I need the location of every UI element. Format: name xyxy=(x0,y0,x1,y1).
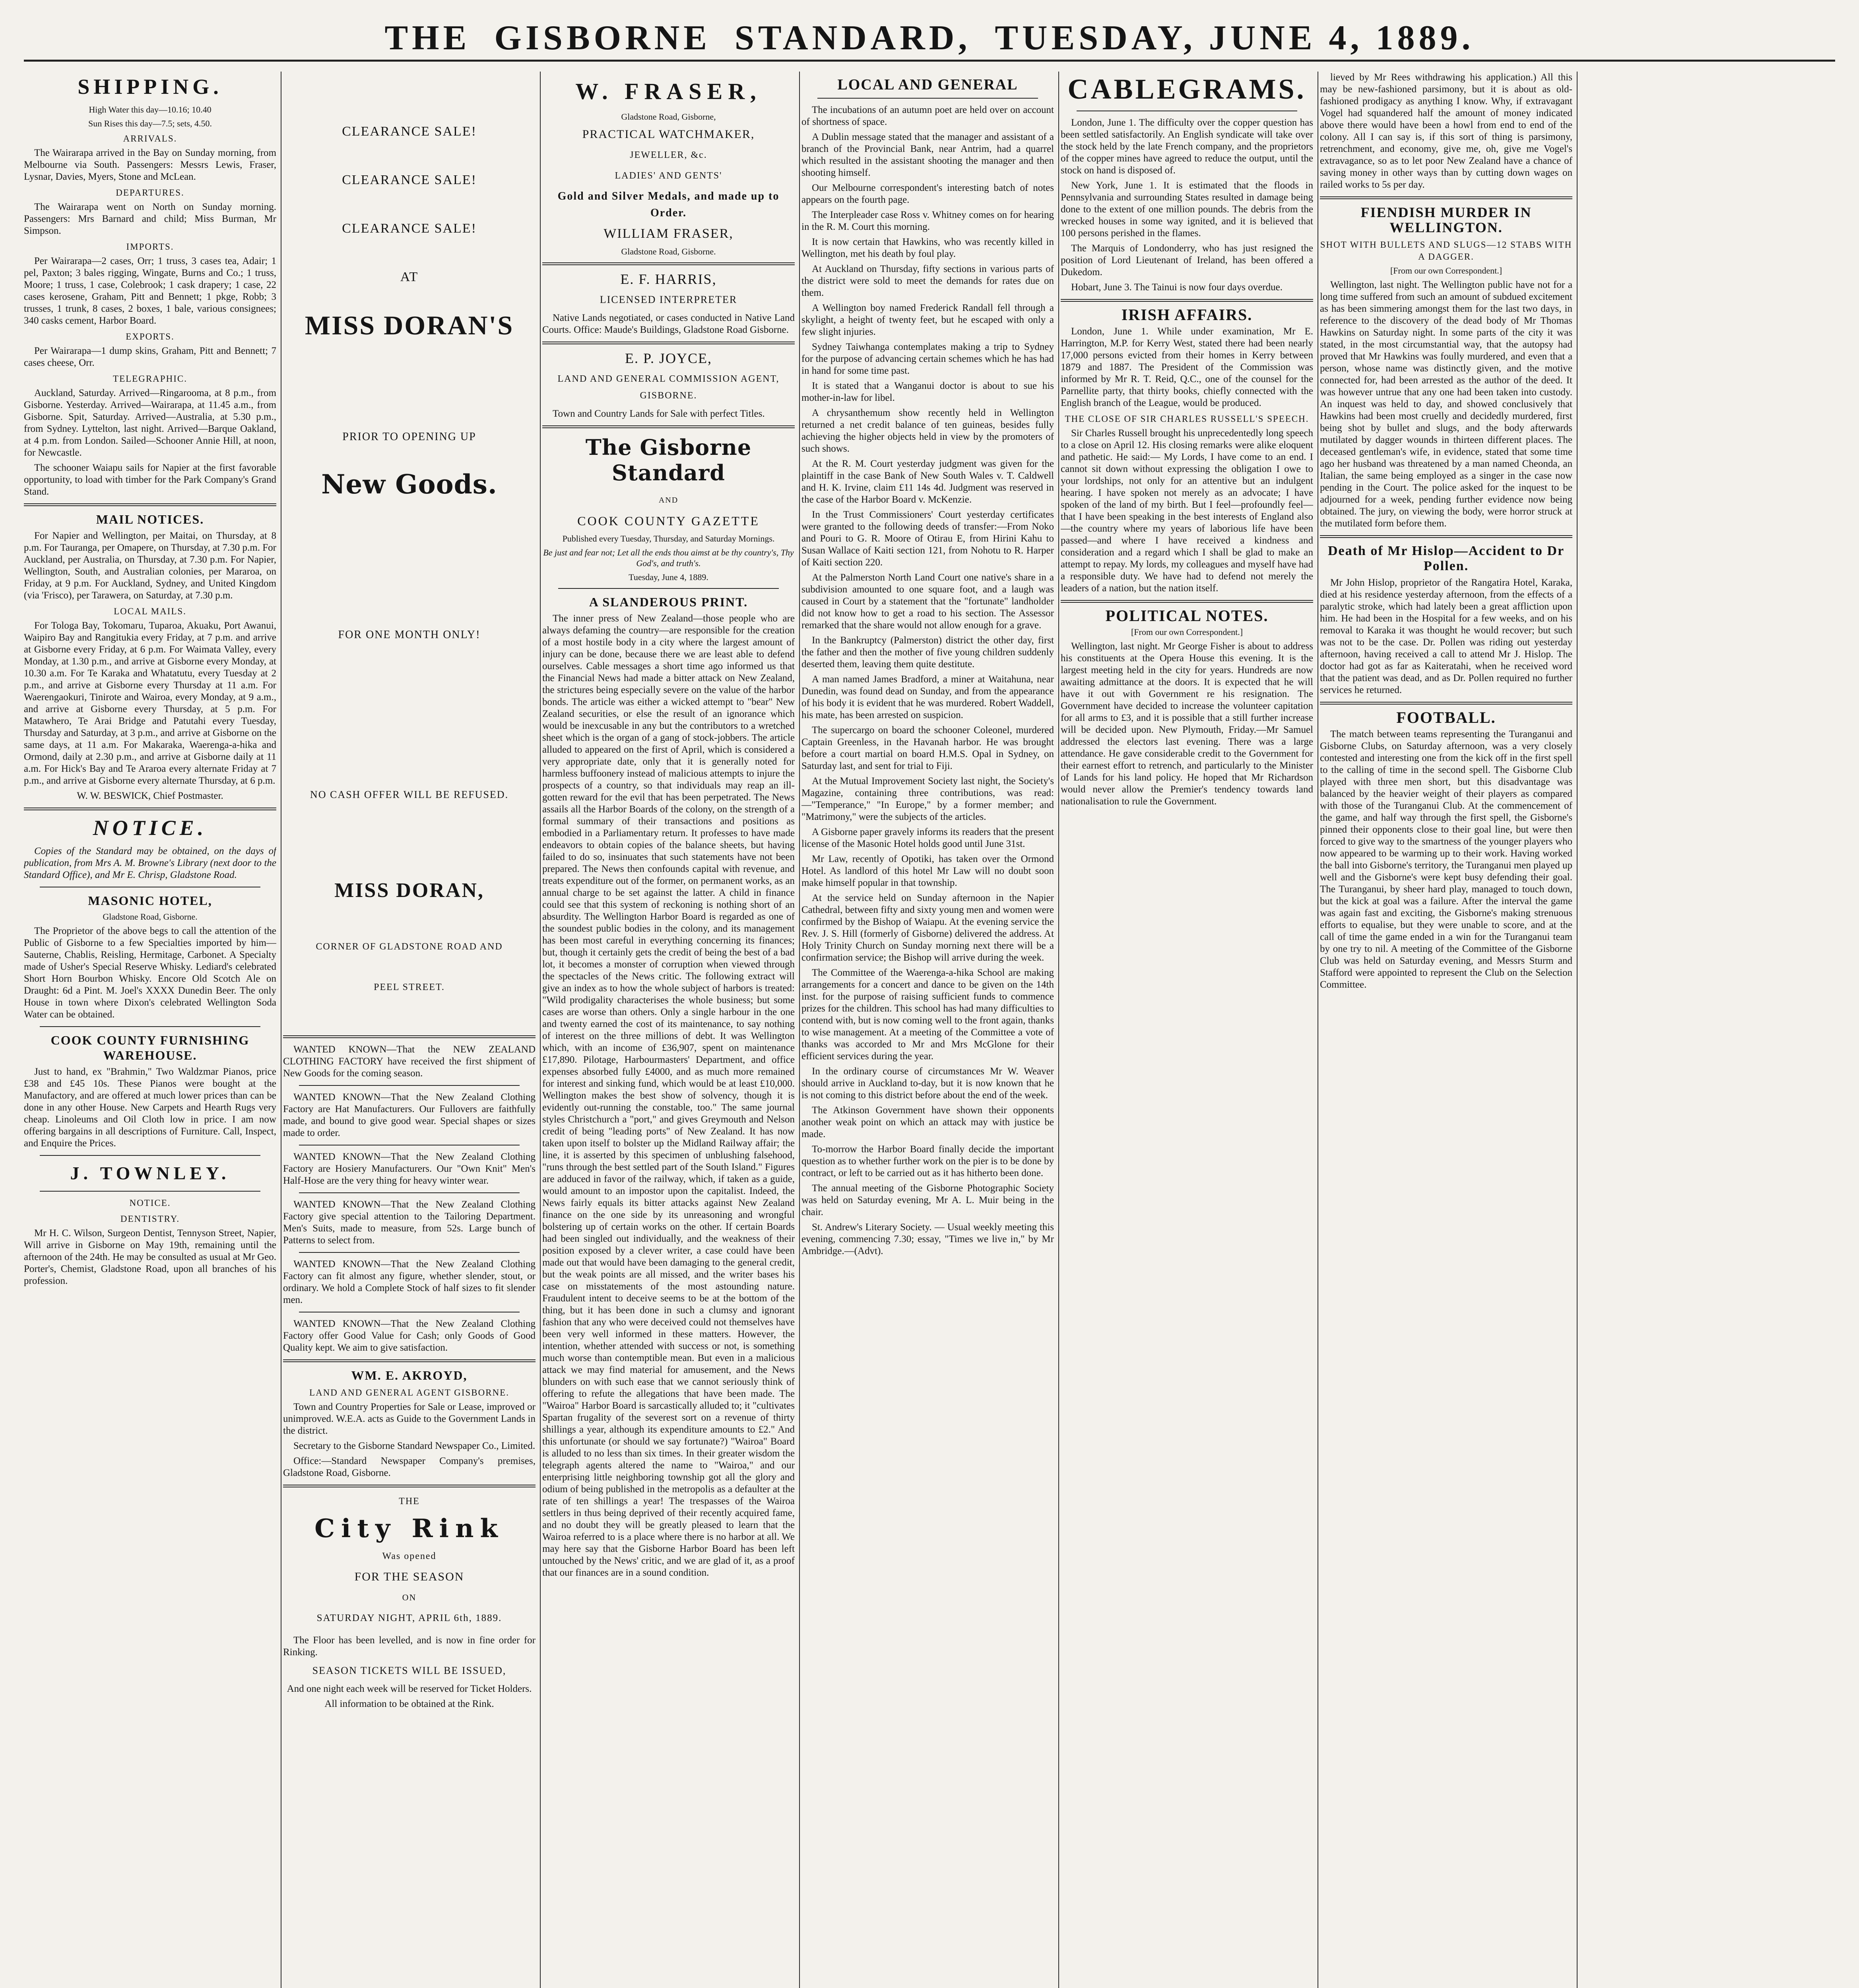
local-item: The annual meeting of the Gisborne Photographic Society was held on Saturday evening, Mr A. L. Muir being in the chair. xyxy=(801,1183,1054,1217)
masthead-the: THE xyxy=(384,18,471,57)
mail-notices-heading: MAIL NOTICES. xyxy=(96,512,204,526)
local-mails-heading: LOCAL MAILS. xyxy=(114,606,186,616)
murder-text: Wellington, last night. The Wellington public have not for a long time suffered from such an amount of subdued excitement as has been simmering amongst them for the last two days, in reference to the discovery of the dead body of Mr Thomas Hawkins on Saturday night. In some parts of the city it was stated, in the most circumstantial way, that the autopsy had proved that Mr Hawkins was foully murdered, and even that a person, whose name was distinctly given, and the motive connected for, had been arrested as the author of the deed. It was however untrue that any one had been taken into custody. An inquest was held to day, and showed conclusively that Hawkins had been most cruelly and decidedly murdered, first being shot by bullet and slugs, and the body afterwards mutilated by dagger wounds in thirteen different places. The deceased gentleman's wife, in evidence, stated that some time ago her husband was threatened by a man named Cheonda, an Italian, the same being employed as a singer in the case now pending in the Court. The police asked for the inquest to be adjourned for a week, pending further evidence now being obtained. The jury, on viewing the body, were horror struck at the mutilated form before them. xyxy=(1320,280,1572,529)
peel-street: PEEL STREET. xyxy=(374,982,445,992)
fraser-gold: Gold and Silver Medals, and made up to Order. xyxy=(557,190,780,219)
murder-heading: FIENDISH MURDER IN WELLINGTON. xyxy=(1360,204,1532,235)
shipping-heading: SHIPPING. xyxy=(78,75,223,99)
divider xyxy=(1320,702,1572,705)
lead-text: lieved by Mr Rees withdrawing his application.) All this may be new-fashioned parsimony, but it is about as old-fashioned prodigacy as anything I know. Why, if extravagant Vogel had squandered half the amount of money indicated above there would have been a howl from end to end of the colony. All I can say is, if this sort of thing is parsimony, retrenchment, and economy, give me, oh, give me Vogel's extravagance, so as to let poor New Zealand have a chance of saving money in other ways than by cutting down wages on railed works to 5s per day. xyxy=(1320,72,1572,190)
akroyd-text: Town and Country Properties for Sale or Lease, improved or unimproved. W.E.A. acts as Guide to the Government Lands in the district. xyxy=(283,1402,536,1436)
local-item: The Committee of the Waerenga-a-hika School are making arrangements for a concert and dance to be given on the 14th inst. for the purpose of raising sufficient funds to commence prizes for the children. This school has had many difficulties to contend with, but is now coming well to the front again, thanks to wise management. At a meeting of the Committee a vote of thanks was accorded to Mr and Mrs McGlone for their efficient services during the year. xyxy=(801,967,1054,1062)
mail-text: For Napier and Wellington, per Maitai, on Thursday, at 8 p.m. For Tauranga, per Omapere, on Thursday, at 7.30 p.m. For Auckland, per Australia, on Thursday, at 7.30 p.m. For Napier, Wellington, South, and Australian colonies, per Mararoa, on Friday, at 9 p.m. For Auckland, Sydney, and United Kingdom (via 'Frisco), per Tarawera, on Saturday, at 7.30 p.m. xyxy=(24,530,276,601)
akroyd-office: Office:—Standard Newspaper Company's premises, Gladstone Road, Gisborne. xyxy=(283,1456,536,1478)
local-item: The supercargo on board the schooner Coleonel, murdered Captain Greenless, in the Havanah harbor. He was brought before a court martial on board H.M.S. Opal in Sydney, on Saturday last, and sent for trial to Fiji. xyxy=(801,725,1054,771)
divider xyxy=(1320,196,1572,199)
fraser-ladies: LADIES' AND GENTS' xyxy=(615,171,722,181)
notice-heading: NOTICE. xyxy=(93,816,208,840)
masthead-date: TUESDAY, JUNE 4, 1889. xyxy=(995,18,1475,57)
harris-sub: LICENSED INTERPRETER xyxy=(600,294,737,305)
wanted-known-3: WANTED KNOWN—That the New Zealand Clothing Factory are Hosiery Manufacturers. Our "Own Knit" Men's Half-Hose are the very thing for heavy winter wear. xyxy=(283,1151,536,1186)
russell-text: Sir Charles Russell brought his unprecedentedly long speech to a close on April 12. His closing remarks were alike eloquent and pathetic. He said:— My Lords, I have come to an end. I cannot sit down without expressing the obligation I owe to your lordships, not only for an attentive but an indulgent hearing. I have spoken not merely as an advocate; I have spoken of the land of my birth. But I feel—profoundly feel—that I have been speaking in the best interests of England also—the country where my years of laborious life have been passed—and where I have received a kindness and consideration and a regard which I shall be glad to make an attempt to repay. My lords, my colleagues and myself have had a responsible duty. We have had to defend not merely the leaders of a nation, but the nation itself. xyxy=(1061,428,1313,594)
rink-saturday: SATURDAY NIGHT, APRIL 6th, 1889. xyxy=(316,1613,502,1623)
divider xyxy=(542,425,795,428)
slander-heading: A SLANDEROUS PRINT. xyxy=(589,595,748,609)
masthead xyxy=(24,16,1835,62)
column-5 xyxy=(1061,72,1313,1988)
fraser-heading: W. FRASER, xyxy=(575,78,762,104)
newspaper-page xyxy=(24,16,1835,1988)
divider xyxy=(40,1026,260,1027)
telegraphic-text: Auckland, Saturday. Arrived—Ringarooma, at 8 p.m., from Gisborne. Yesterday. Arrived—Wairarapa, at 11.45 a.m., from Gisborne. Spit, Saturday. Arrived—Australia, at 5.30 p.m., from Sydney. Lyttelton, last night. Arrived—Barque Oakland, at 4 p.m. from London. Sailed—Schooner Annie Hill, at noon, for Newcastle. xyxy=(24,388,276,458)
harris-heading: E. F. HARRIS, xyxy=(620,271,717,287)
fraser-jeweller: JEWELLER, &c. xyxy=(630,150,707,160)
rink-for-season: FOR THE SEASON xyxy=(354,1570,464,1583)
clearance-sale-1: CLEARANCE SALE! xyxy=(342,124,477,139)
local-item: At the Mutual Improvement Society last night, the Society's Magazine, containing three contributions, was read:—"Temperance," "In Europe," by a former member; and "Matrimony," were the subjects of the articles. xyxy=(801,776,1054,822)
local-item: A Dublin message stated that the manager and assistant of a branch of the Provincial Bank, near Antrim, had a quarrel which resulted in the assistant shooting the manager and then shooting himself. xyxy=(801,132,1054,178)
fraser-address: Gladstone Road, Gisborne, xyxy=(621,112,716,122)
wanted-known-5: WANTED KNOWN—That the New Zealand Clothing Factory can fit almost any figure, whether slender, stout, or ordinary. We hold a Complete Stock of half sizes to fit slender men. xyxy=(283,1259,536,1305)
local-item: A man named James Bradford, a miner at Waitahuna, near Dunedin, was found dead on Sunday, and from the appearance of his body it is evident that he was murdered. Robert Waddell, his mate, has been arrested on suspicion. xyxy=(801,674,1054,720)
column-rule xyxy=(1058,72,1059,1988)
clearance-sale-3: CLEARANCE SALE! xyxy=(342,221,477,236)
akroyd-heading: WM. E. AKROYD, xyxy=(351,1368,468,1382)
local-item: Our Melbourne correspondent's interesting batch of notes appears on the fourth page. xyxy=(801,182,1054,205)
paper-title: The Gisborne Standard xyxy=(585,435,752,485)
local-item: At the Palmerston North Land Court one native's share in a subdivision amounted to one square foot, and a laugh was caused in Court by a statement that the "fortunate" landholder did not know how to get a road to his section. The Assessor remarked that the share would not allow enough for a grave. xyxy=(801,572,1054,631)
motto: Be just and fear not; Let all the ends thou aimst at be thy country's, Thy God's, and truth's. xyxy=(543,547,794,568)
miss-doran: MISS DORAN, xyxy=(334,879,484,902)
political-sub: [From our own Correspondent.] xyxy=(1131,627,1243,637)
column-4 xyxy=(801,72,1054,1988)
dentistry-text: Mr H. C. Wilson, Surgeon Dentist, Tennyson Street, Napier, Will arrive in Gisborne on May 19th, remaining until the afternoon of the 24th. He may be consulted as usual at Mr Geo. Porter's, Chemist, Gladstone Road, upon all branches of his profession. xyxy=(24,1228,276,1286)
divider xyxy=(558,588,779,589)
divider xyxy=(1061,600,1313,603)
divider xyxy=(24,808,276,810)
arrivals-heading: ARRIVALS. xyxy=(123,134,177,144)
column-rule xyxy=(1577,72,1578,1988)
local-item: At Auckland on Thursday, fifty sections in various parts of the district were sold to meet the demands for rates due on them. xyxy=(801,264,1054,298)
rink-info: All information to be obtained at the Rink. xyxy=(324,1699,494,1709)
masonic-sub: Gladstone Road, Gisborne. xyxy=(103,912,198,922)
column-2 xyxy=(283,72,536,1988)
wanted-known-1: WANTED KNOWN—That the NEW ZEALAND CLOTHING FACTORY have received the first shipment of New Goods for the coming season. xyxy=(283,1044,536,1079)
local-item: Sydney Taiwhanga contemplates making a trip to Sydney for the purpose of advancing certain schemes which he has had in hand for some time past. xyxy=(801,342,1054,376)
corner-address: CORNER OF GLADSTONE ROAD AND xyxy=(316,942,503,952)
arrivals-text: The Wairarapa arrived in the Bay on Sunday morning, from Melbourne via South. Passengers: Messrs Lewis, Fraser, Lysnar, Davies, Myers, Stone and McLean. xyxy=(24,148,276,182)
column-rule xyxy=(799,72,800,1988)
divider xyxy=(542,342,795,344)
divider xyxy=(40,1155,260,1156)
local-item: Mr Law, recently of Opotiki, has taken over the Ormond Hotel. As landlord of this hotel Mr Law will no doubt soon make himself popular in that township. xyxy=(801,854,1054,888)
local-item: A chrysanthemum show recently held in Wellington returned a net credit balance of ten guineas, besides fully achieving the higher objects held in view by the promoters of such shows. xyxy=(801,408,1054,454)
cable-item: New York, June 1. It is estimated that the floods in Pennsylvania and surrounding States resulted in damage being done to the extent of one million pounds. The debris from the wrecked houses in some way ignited, and it is believed that 100 persons perished in the flames. xyxy=(1061,180,1313,239)
local-item: In the Bankruptcy (Palmerston) district the other day, first the father and then the mother of five young children suddenly deserted them, leaving them quite destitute. xyxy=(801,635,1054,670)
local-item: To-morrow the Harbor Board finally decide the important question as to whether further work on the pier is to be done by contract, or left to be carried out as it has hitherto been done. xyxy=(801,1144,1054,1178)
cable-item: The Marquis of Londonderry, who has just resigned the position of Lord Lieutenant of Ireland, has been offered a Dukedom. xyxy=(1061,243,1313,278)
divider xyxy=(40,1191,260,1192)
dentistry-heading: DENTISTRY. xyxy=(120,1214,180,1224)
political-text: Wellington, last night. Mr George Fisher is about to address his constituents at the Opera House this evening. It is the largest meeting held in the city for years. Hundreds are now awaiting admittance at the doors. It is expected that he will have it out with Government re his resignation. The Government have decided to increase the volunteer capitation for all arms to £3, and it is possible that a still further increase will be decided upon. New Plymouth, Friday.—Mr Samuel addressed the electors last evening. There was a large attendance. He gave considerable credit to the Government for their earnest effort to retrench, and particularly to the Minister of Lands for his land policy. He hoped that Mr Richardson would never allow the Premier's tendency towards land nationalisation to rule the Government. xyxy=(1061,641,1313,807)
masthead-standard: STANDARD, xyxy=(734,18,971,57)
wanted-known-4: WANTED KNOWN—That the New Zealand Clothing Factory give special attention to the Tailoring Department. Men's Suits, made to measure, from 52s. Large bunch of Patterns to select from. xyxy=(283,1199,536,1246)
divider xyxy=(299,1192,520,1193)
football-text: The match between teams representing the Turanganui and Gisborne Clubs, on Saturday afternoon, was a very closely contested and interesting one from the kick off in the first spell to the calling of time in the second spell. The Gisborne Club played with three men short, but this disadvantage was balanced by the heavier weight of their players as compared with those of the Turanganui Club. At the commencement of the game, and half way through the first spell, the Gisborne's pinned their opponents close to their goal line, but were then forced to give way to the smartness of the younger players who now appeared to be warming up to their work. Having worked the ball into Gisborne's territory, the Turanganui men played up well and the Gisborne's were kept busy defending their goal. The Turanganui, by sheer hard play, managed to touch down, but the kick at goal was a failure. After the interval the game was again fast and exciting, the Gisborne's making strenuous efforts to equalise, but they were unable to score, and at the call of time the game ended in a win for the Turanganui team by one try to nil. A meeting of the Committee of the Gisborne Club was held on Saturday evening, and Messrs Sturm and Stafford were appointed to represent the Club on the Selection Committee. xyxy=(1320,729,1572,990)
miss-dorans: MISS DORAN'S xyxy=(305,310,514,340)
russell-heading: THE CLOSE OF SIR CHARLES RUSSELL'S SPEECH. xyxy=(1065,414,1309,424)
notice-text: Copies of the Standard may be obtained, on the days of publication, from Mrs A. M. Browne's Library (next door to the Standard Office), and Mr E. Chrisp, Gladstone Road. xyxy=(24,846,276,880)
column-3 xyxy=(542,72,795,1988)
fraser-watchmaker: PRACTICAL WATCHMAKER, xyxy=(582,128,755,141)
telegraphic-heading: TELEGRAPHIC. xyxy=(113,374,187,384)
dentistry-notice: NOTICE. xyxy=(129,1198,171,1208)
football-heading: FOOTBALL. xyxy=(1396,709,1496,726)
local-item: A Wellington boy named Frederick Randall fell through a skylight, a height of twenty feet, but he escaped with only a few slight injuries. xyxy=(801,303,1054,337)
sun-rise: Sun Rises this day—7.5; sets, 4.50. xyxy=(88,118,212,128)
wanted-known-6: WANTED KNOWN—That the New Zealand Clothing Factory offer Good Value for Cash; only Goods of Good Quality kept. We aim to give satisfaction. xyxy=(283,1318,536,1353)
masthead-gisborne: GISBORNE xyxy=(494,18,711,57)
william-fraser: WILLIAM FRASER, xyxy=(603,226,734,241)
joyce-text: Town and Country Lands for Sale with perfect Titles. xyxy=(553,408,765,419)
published-line: Published every Tuesday, Thursday, and Saturday Mornings. xyxy=(562,534,775,544)
divider xyxy=(299,1085,520,1086)
column-1 xyxy=(24,72,276,1988)
rink-on: ON xyxy=(402,1592,417,1602)
one-month-only: FOR ONE MONTH ONLY! xyxy=(338,629,481,641)
at-label: AT xyxy=(400,270,419,284)
local-item: In the Trust Commissioners' Court yesterday certificates were granted to the following deeds of transfer:—From Noko and Pouri to G. R. Moore of Otirau E, from Hirini Kahu to Susan Wallace of Kaiti section 121, from Nohotu to R. Harper of Kaiti section 220. xyxy=(801,509,1054,568)
divider xyxy=(24,503,276,506)
divider xyxy=(1061,299,1313,302)
akroyd-secretary: Secretary to the Gisborne Standard Newspaper Co., Limited. xyxy=(293,1441,536,1451)
cook-gazette: COOK COUNTY GAZETTE xyxy=(577,514,760,528)
william-address: Gladstone Road, Gisborne. xyxy=(621,247,716,256)
schooner-text: The schooner Waiapu sails for Napier at the first favorable opportunity, to load with timber for the Park Company's Grand Stand. xyxy=(24,462,276,497)
local-general-heading: LOCAL AND GENERAL xyxy=(837,76,1018,93)
divider xyxy=(283,1359,536,1362)
departures-text: The Wairarapa went on North on Sunday morning. Passengers: Mrs Barnard and child; Miss Burman, Mr Simpson. xyxy=(24,202,276,236)
local-item: It is now certain that Hawkins, who was recently killed in Wellington, met his death by foul play. xyxy=(801,237,1054,259)
irish-affairs-heading: IRISH AFFAIRS. xyxy=(1121,306,1253,324)
divider xyxy=(299,1252,520,1253)
rink-floor: The Floor has been levelled, and is now in fine order for Rinking. xyxy=(283,1635,536,1658)
rink-one-night: And one night each week will be reserved for Ticket Holders. xyxy=(287,1683,532,1694)
postmaster: W. W. BESWICK, Chief Postmaster. xyxy=(77,790,223,801)
divider xyxy=(1320,535,1572,538)
hislop-heading: Death of Mr Hislop—Accident to Dr Pollen. xyxy=(1327,544,1565,573)
local-item: At the service held on Sunday afternoon in the Napier Cathedral, between fifty and sixty young men and women were confirmed by the Bishop of Waiapu. At the evening service the Rev. J. S. Hill (formerly of Gisborne) delivered the address. At Holy Trinity Church on Sunday morning next there will be a confirmation service; the Bishop will arrive during the week. xyxy=(801,893,1054,963)
hislop-text: Mr John Hislop, proprietor of the Rangatira Hotel, Karaka, died at his residence yesterday afternoon, from the effects of a paralytic stroke, which had lately been a great affliction upon him. He had been in the Hospital for a few weeks, and on his removal to Karaka it was thought he would recover; but such was not to be the case. Dr. Pollen was riding out yesterday afternoon, having received a call to attend Mr J. Hislop. The doctor had got as far as Kaiteratahi, when he received word that the patient was dead, and as Dr. Pollen required no further services he returned. xyxy=(1320,577,1572,695)
irish-text: London, June 1. While under examination, Mr E. Harrington, M.P. for Kerry West, stated there had been nearly 17,000 persons evicted from their homes in Kerry between 1879 and 1887. The President of the Commission was informed by Mr R. T. Reid, Q.C., one of the counsel for the Parnellite party, that thirty books, chiefly connected with the English branch of the League, would be produced. xyxy=(1061,326,1313,408)
townley-heading: J. TOWNLEY. xyxy=(70,1163,230,1183)
slander-text: The inner press of New Zealand—those people who are always defaming the country—are responsible for the creation of a most hostile body in a city where the largest amount of injury can be done, because there we are least able to defend ourselves. Cable messages a short time ago informed us that the Financial News had made a bitter attack on New Zealand, the strictures being especially severe on the value of the harbor bonds. The article was either a wicked attempt to "bear" New Zealand securities, or else the result of an ignorance which would be inexcusable in any but the contributors to a wretched sheet which is the organ of a gang of stock-jobbers. The article alluded to appeared on the first of April, which is considered a very appropriate date, only that it is generally noted for harmless buffoonery instead of malicious attempts to injure the prospects of a country, so that individuals may reap an ill-gotten reward for the evil that has been perpetrated. The News assails all the Harbor Boards of the colony, on the strength of a formal summary of their transactions and positions as embodied in a Parliamentary return. It professes to have made endeavors to obtain copies of the balance sheets, but having failed to do so, insinuates that such statements have not been prepared. The News then confounds capital with revenue, and treats expenditure out of the former, on permanent works, as an annual charge to be set against the latter. A child in finance could see that this system of reckoning is nothing short of an absurdity. The Wellington Harbor Board is regarded as one of the soundest public bodies in the colony, and its management has been most careful in everything concerning its finances; but, though it certainly gets the credit of being the best of a bad lot, it becomes a monster of corruption when viewed through the spectacles of the News critic. The following extract will give an index as to how the whole subject of harbors is treated: "Wild prodigality characterises the whole business; but some cases are worse than others. Only a single harbour in the one and twenty earned the cost of its maintenance, to say nothing of interest on the three millions of debt. It was Wellington which, with an income of £36,907, spent on maintenance £17,890. Pilotage, Harbourmasters' Department, and office expenses absorbed fully £4000, and as much more remained for interest and sinking fund, which would be at least £10,000. Wellington makes the best show of solvency, though it is evidently out-running the constable, too." The same journal styles Christchurch a "port," and gives Greymouth and Nelson credit of being "leading ports" of New Zealand. It has now taken upon itself to bolster up the Midland Railway affair; the line, it is asserted by this specimen of unblushing falsehood, "runs through the best settled part of the South Island." Figures are adduced in favor of the railway, which, if taken as a guide, would amount to an impostor upon the capitalist. Indeed, the News fairly equals its bitter attacks against New Zealand finance on the one side by its unreasoning and wrongful bolstering up of certain works on the other. If certain Boards had been singled out individually, and the weakness of their position exposed by a clever writer, a case could have been made out that would have been damaging to the general credit, but the weak points are all missed, and the writer bases his case on misstatements of the most astounding nature. Fraudulent intent to deceive seems to be at the bottom of the thing, but it has been done in such a clumsy and ignorant fashion that any who were deceived could not themselves have been very well informed in these matters. However, the intention, whether attended with success or not, is something much worse than contemptible mean. But even in a malicious attack we may find material for amusement, and the News blunders on with such ease that we cannot seriously think of offering to refute the allegations that have been made. The "Wairoa" Harbor Board is sarcastically alluded to; it "cultivates Spartan frugality of the severest sort on a revenue of thirty shillings a year, although its expenditure amounts to £2." And this unfortunate (or should we say fortunate?) "Wairoa" Board is alluded to no less than six times. In their greater wisdom the telegraph agents altered the name to "Wairoa," and our enterprising little neighboring township got all the glory and odium of being published in the metropolis as a defaulter at the rate of ten shillings a year! The trespasses of the Wairoa settlers in thus being deprived of their recently acquired fame, and no doubt they will be greatly pleased to learn that the Wairoa referred to is a place where there is no harbor at all. We may here say that the Gisborne Harbor Board has been left untouched by the News' critic, and we are glad of it, as a proof that our finances are in a sound condition. xyxy=(542,613,795,1578)
local-item: St. Andrew's Literary Society. — Usual weekly meeting this evening, commencing 7.30; essay, "Times we live in," by Mr Ambridge.—(Advt). xyxy=(801,1222,1054,1256)
clearance-sale-2: CLEARANCE SALE! xyxy=(342,173,477,187)
column-rule xyxy=(540,72,541,1988)
joyce-heading: E. P. JOYCE, xyxy=(625,350,712,366)
akroyd-sub: LAND AND GENERAL AGENT GISBORNE. xyxy=(309,1388,509,1398)
imports-heading: IMPORTS. xyxy=(126,242,174,252)
column-6 xyxy=(1320,72,1572,1988)
divider xyxy=(817,98,1038,99)
local-item: It is stated that a Wanganui doctor is about to sue his mother-in-law for libel. xyxy=(801,381,1054,403)
local-item: In the ordinary course of circumstances Mr W. Weaver should arrive in Auckland to-day, but it is now known that he is not coming to this district before about the end of the week. xyxy=(801,1066,1054,1101)
divider xyxy=(542,262,795,265)
murder-sub: SHOT WITH BULLETS AND SLUGS—12 STABS WITH A DAGGER. xyxy=(1320,240,1572,262)
divider xyxy=(283,1485,536,1487)
no-cash-offer: NO CASH OFFER WILL BE REFUSED. xyxy=(310,789,509,800)
departures-heading: DEPARTURES. xyxy=(116,188,184,198)
masonic-text: The Proprietor of the above begs to call the attention of the Public of Gisborne to a few Specialties imported by him— Sauterne, Chablis, Reisling, Hermitage, Carbonet. A Specialty made of Usher's Special Reserve Whisky. Lediard's celebrated Short Horn Bourbon Whisky. Encore Old Scotch Ale on Draught: 6d a Pint. M. Joel's XXXX Dunedin Beer. The only House in town where Dixon's celebrated Wellington Soda Water can be obtained. xyxy=(24,926,276,1020)
rink-season-tickets: SEASON TICKETS WILL BE ISSUED, xyxy=(312,1665,506,1676)
cable-item: London, June 1. The difficulty over the copper question has been settled satisfactorily. An English syndicate will take over the stock held by the late French company, and the proprietors of the copper mines have agreed to reduce the output, until the stock on hand is disposed of. xyxy=(1061,117,1313,176)
issue-date: Tuesday, June 4, 1889. xyxy=(629,572,708,582)
rink-was-opened: Was opened xyxy=(382,1551,437,1561)
rink-the: THE xyxy=(399,1496,420,1507)
imports-text: Per Wairarapa—2 cases, Orr; 1 truss, 3 cases tea, Adair; 1 pel, Paxton; 3 bales rigging, Wingate, Burns and Co.; 1 truss, Moore; 1 truss, 1 case, Colebrook; 1 cask drapery; 1 case, 22 cases kerosene, Graham, Pitt and Bennett; 1 pkge, Robb; 3 trusses, 1 trunk, 8 cases, 2 boxes, 1 bale, various consignees; 340 casks cement, Harbor Board. xyxy=(24,256,276,326)
exports-heading: EXPORTS. xyxy=(126,332,175,342)
cable-item: Hobart, June 3. The Tainui is now four days overdue. xyxy=(1071,282,1283,293)
paper-and: AND xyxy=(658,496,679,505)
new-goods: New Goods. xyxy=(321,469,497,500)
divider xyxy=(283,1035,536,1038)
local-item: At the R. M. Court yesterday judgment was given for the plaintiff in the case Bank of New South Wales v. T. Caldwell and H. K. Irvine, claim £11 14s 4d. Judgment was reserved in the case of the Harbor Board v. McKenzie. xyxy=(801,458,1054,505)
local-mails-text: For Tologa Bay, Tokomaru, Tuparoa, Akuaku, Port Awanui, Waipiro Bay and Rangitukia every Friday, at 7 p.m. and arrive at Gisborne every Friday, at 6 p.m. For Waimata Valley, every Monday, at 1.30 p.m., and arrive at Gisborne every Monday, at 10.30 a.m. For Te Karaka and Whatatutu, every Tuesday at 2 p.m., and arrive at Gisborne every Thursday at 11 a.m. For Waerengaokuri, Tinirote and Wairoa, every Monday, at 9 a.m., and arrive at Gisborne every Thursday, at 5 p.m. For Matawhero, Te Arai Bridge and Patutahi every Tuesday, Thursday and Saturday, at 3 p.m., and arrive at Gisborne on the same days, at 11 a.m. For Makaraka, Waerenga-a-hika and Ormond, daily at 2.30 p.m., and arrive at Gisborne daily at 11 a.m. For Hick's Bay and Te Araroa every alternate Friday at 7 p.m., and arrive at Gisborne every alternate Thursday, at 6 p.m. xyxy=(24,620,276,786)
exports-text: Per Wairarapa—1 dump skins, Graham, Pitt and Bennett; 7 cases cheese, Orr. xyxy=(24,346,276,368)
cablegrams-heading: CABLEGRAMS. xyxy=(1067,73,1306,105)
murder-source: [From our own Correspondent.] xyxy=(1390,266,1502,276)
local-item: A Gisborne paper gravely informs its readers that the present license of the Masonic Hotel holds good until June 31st. xyxy=(801,827,1054,849)
local-item: The Atkinson Government have shown their opponents another weak point on which an attack may with justice be made. xyxy=(801,1105,1054,1140)
high-water: High Water this day—10.16; 10.40 xyxy=(89,105,212,115)
political-notes-heading: POLITICAL NOTES. xyxy=(1105,607,1269,625)
local-item: The incubations of an autumn poet are held over on account of shortness of space. xyxy=(801,105,1054,127)
city-rink: City Rink xyxy=(314,1514,504,1543)
harris-text: Native Lands negotiated, or cases conducted in Native Land Courts. Office: Maude's Buildings, Gladstone Road Gisborne. xyxy=(542,313,795,335)
wanted-known-2: WANTED KNOWN—That the New Zealand Clothing Factory are Hat Manufacturers. Our Fullovers are faithfully made, and bound to give good wear. Special shapes or sizes made to order. xyxy=(283,1092,536,1138)
cook-county-text: Just to hand, ex "Brahmin," Two Waldzmar Pianos, price £38 and £45 10s. These Pianos were bought at the Manufactory, and are offered at much lower prices than can be done in any other House. New Carpets and Hearth Rugs very cheap. Linoleums and Oil Cloth low in price. I am now offering bargains in all descriptions of Furniture. Call, Inspect, and Enquire the Prices. xyxy=(24,1066,276,1149)
joyce-sub: LAND AND GENERAL COMMISSION AGENT, GISBORNE. xyxy=(557,374,780,401)
cook-county-heading: COOK COUNTY FURNISHING WAREHOUSE. xyxy=(50,1033,250,1062)
masonic-heading: MASONIC HOTEL, xyxy=(88,893,212,908)
local-item: The Interpleader case Ross v. Whitney comes on for hearing in the R. M. Court this morning. xyxy=(801,210,1054,232)
prior-opening: PRIOR TO OPENING UP xyxy=(342,431,476,443)
